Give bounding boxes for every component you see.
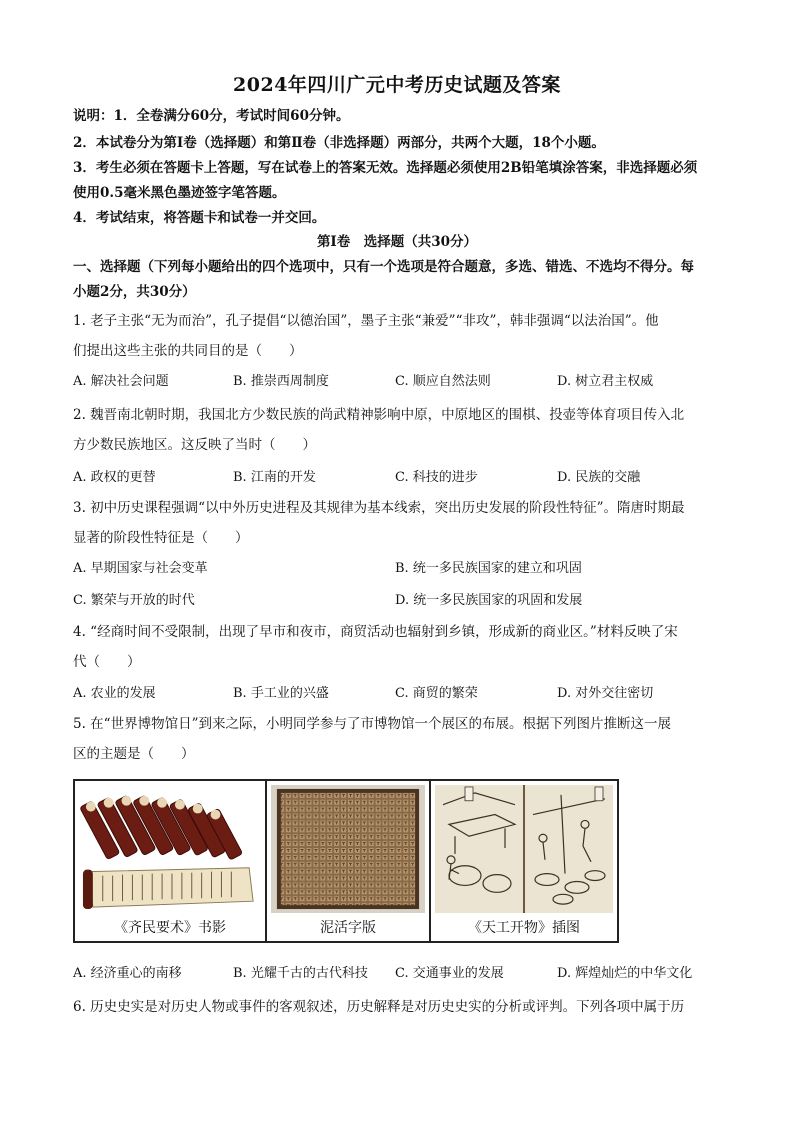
figure-qiminyaoshu [75,781,267,941]
q5-stem: 5. 在“世界博物馆日”到来之际，小明同学参与了市博物馆一个展区的布展。根据下列图片推断这一展 [73,716,671,732]
figure-tiangongkaiwu [431,781,617,941]
q1-option-a: A. 解决社会问题 [73,374,169,389]
instruction-4: 4．考试结束，将答题卡和试卷一并交回。 [73,210,326,226]
q3-stem: 3. 初中历史课程强调“以中外历史进程及其规律为基本线索，突出历史发展的阶段性特征”。隋唐时期最 [73,500,685,516]
instruction-2: 2．本试卷分为第Ⅰ卷（选择题）和第Ⅱ卷（非选择题）两部分，共两个大题，18个小题。 [73,135,605,151]
q3-option-a: A. 早期国家与社会变革 [73,561,208,576]
q4-option-c: C. 商贸的繁荣 [395,686,478,701]
q1-option-d: D. 树立君主权威 [557,374,654,389]
q4-option-a: A. 农业的发展 [73,686,156,701]
q4-option-b: B. 手工业的兴盛 [233,686,329,701]
figure-movable-type [267,781,431,941]
q1-stem-cont: 们提出这些主张的共同目的是（ ） [73,343,303,359]
q5-option-a: A. 经济重心的南移 [73,966,182,981]
instruction-3-cont: 使用0.5毫米黑色墨迹签字笔答题。 [73,185,286,201]
section-title: 第Ⅰ卷 选择题（共30分） [316,234,478,250]
q4-stem-cont: 代（ ） [73,654,141,670]
figure-caption-qiminyaoshu: 《齐民要术》书影 [114,920,226,936]
q6-stem: 6. 历史史实是对历史人物或事件的客观叙述，历史解释是对历史史实的分析或评判。下列各项中属于历 [73,999,685,1015]
part-header-cont: 小题2分，共30分） [73,284,196,300]
q1-stem: 1. 老子主张“无为而治”，孔子提倡“以德治国”，墨子主张“兼爱”“非攻”，韩非强调“以法治国”。他 [73,313,659,329]
q3-option-b: B. 统一多民族国家的建立和巩固 [395,561,582,576]
q3-stem-cont: 显著的阶段性特征是（ ） [73,530,249,546]
q4-option-d: D. 对外交往密切 [557,686,654,701]
q3-option-d: D. 统一多民族国家的巩固和发展 [395,593,583,608]
q5-option-d: D. 辉煌灿烂的中华文化 [557,966,693,981]
part-header: 一、选择题（下列每小题给出的四个选项中，只有一个选项是符合题意，多选、错选、不选均不得分。每 [73,259,694,275]
q5-stem-cont: 区的主题是（ ） [73,746,195,762]
woodcut-illustration-image [435,785,613,913]
q1-option-b: B. 推崇西周制度 [233,374,329,389]
book-scroll-image [79,785,261,913]
q3-option-c: C. 繁荣与开放的时代 [73,593,195,608]
q2-stem: 2. 魏晋南北朝时期，我国北方少数民族的尚武精神影响中原，中原地区的围棋、投壶等体育项目传入北 [73,407,685,423]
q2-option-d: D. 民族的交融 [557,470,641,485]
exam-title: 2024年四川广元中考历史试题及答案 [233,74,561,96]
q5-figure-strip [73,779,619,943]
figure-caption-tiangongkaiwu: 《天工开物》插图 [468,920,580,936]
q4-stem: 4. “经商时间不受限制，出现了早市和夜市，商贸活动也辐射到乡镇，形成新的商业区。”材料反映了宋 [73,624,678,640]
q5-option-c: C. 交通事业的发展 [395,966,504,981]
q5-option-b: B. 光耀千古的古代科技 [233,966,368,981]
q2-stem-cont: 方少数民族地区。这反映了当时（ ） [73,437,316,453]
clay-type-image [271,785,425,913]
q2-option-b: B. 江南的开发 [233,470,316,485]
instruction-1: 说明：1．全卷满分60分，考试时间60分钟。 [73,108,350,124]
instruction-3: 3．考生必须在答题卡上答题，写在试卷上的答案无效。选择题必须使用2B铅笔填涂答案，非选择题必须 [73,160,698,176]
figure-caption-movable-type: 泥活字版 [320,920,376,936]
q1-option-c: C. 顺应自然法则 [395,374,491,389]
q2-option-c: C. 科技的进步 [395,470,478,485]
q2-option-a: A. 政权的更替 [73,470,156,485]
